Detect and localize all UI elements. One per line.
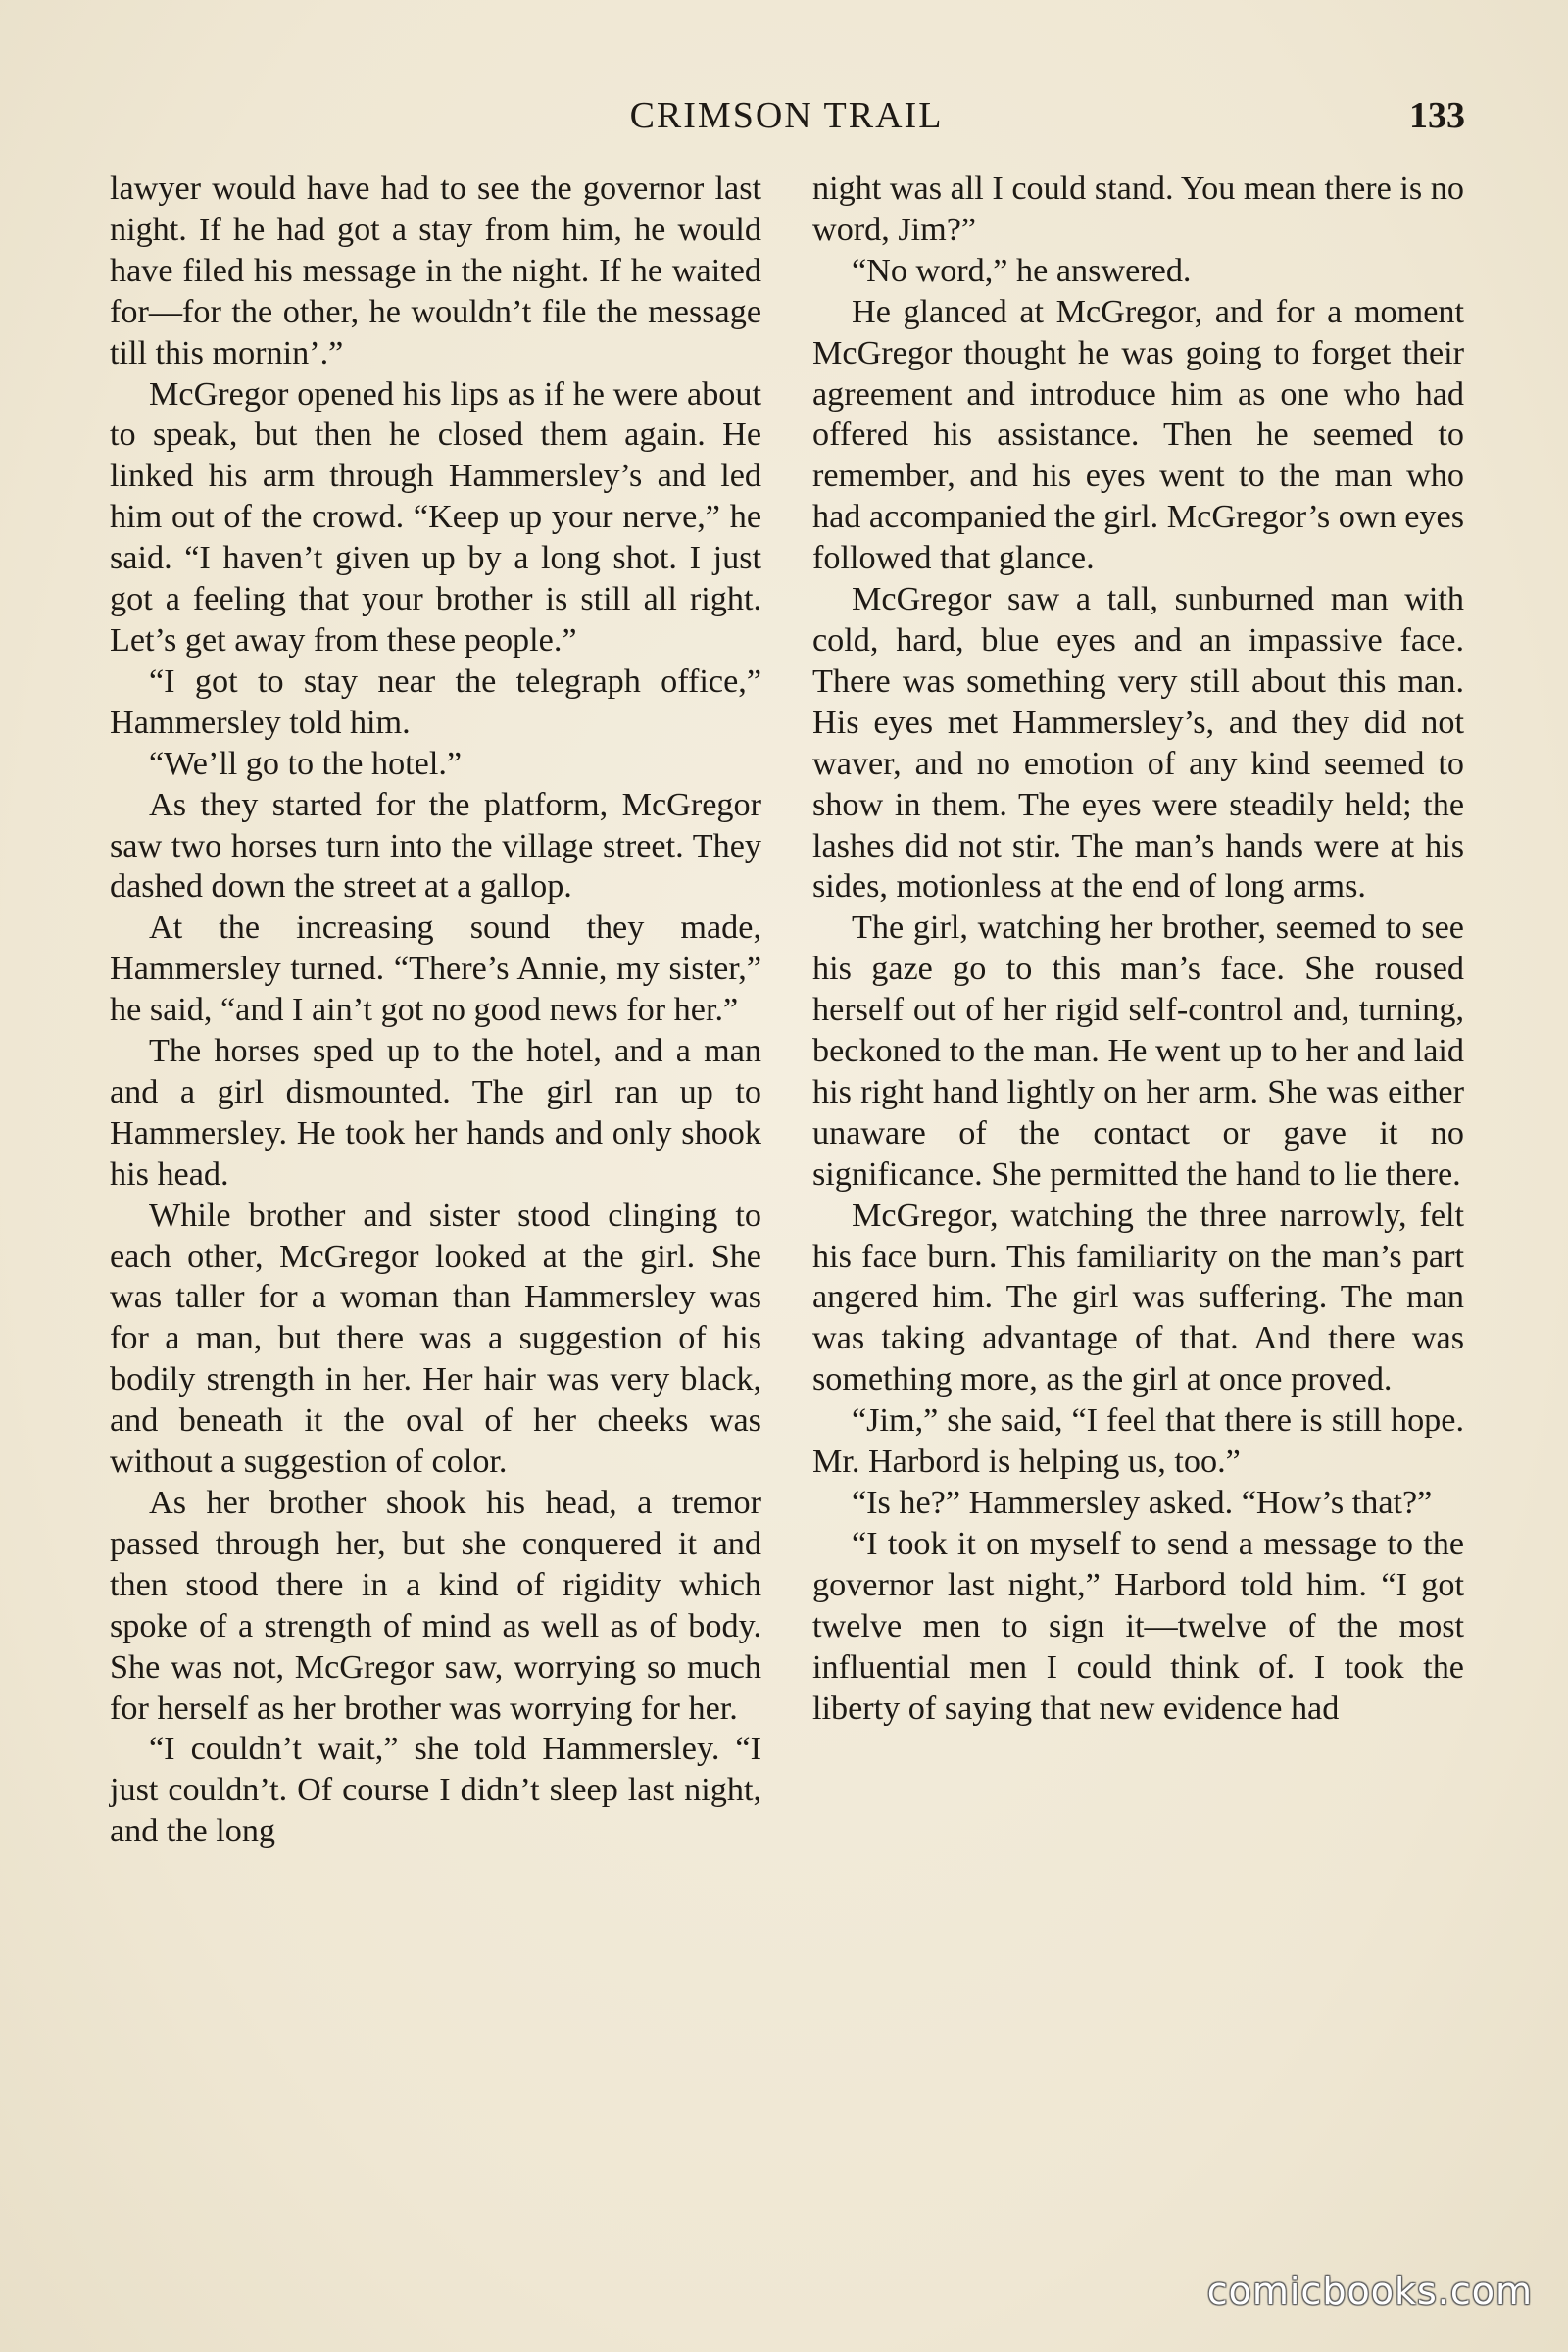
paragraph: “Jim,” she said, “I feel that there is still hope. Mr. Harbord is helping us, too.” [812, 1402, 1464, 1481]
paragraph: “Is he?” Hammersley asked. “How’s that?” [852, 1485, 1433, 1521]
running-title: CRIMSON TRAIL [629, 95, 944, 136]
paragraph: As her brother shook his head, a tremor passed through her, but she conquered it and then stood there in a kind of rigidity which spoke of a strength of mind as well as of body. She was not, McGregor saw, worrying so much for herself as her brother was worrying for her. [110, 1485, 761, 1727]
watermark: comicbooks.com [1206, 2270, 1533, 2313]
paragraph: lawyer would have had to see the governor last night. If he had got a stay from him, he would have filed his message in the night. If he waited for—for the other, he wouldn’t file the message till this mornin’.” [110, 171, 761, 371]
page-number: 133 [1409, 95, 1465, 136]
paragraph: The horses sped up to the hotel, and a man and a girl dismounted. The girl ran up to Hammersley. He took her hands and only shook his head. [110, 1033, 761, 1193]
paragraph: “I couldn’t wait,” she told Hammersley. “I just couldn’t. Of course I didn’t sleep last night, and the long [110, 1731, 761, 1850]
paragraph: As they started for the platform, McGregor saw two horses turn into the village street. They dashed down the street at a gallop. [110, 786, 761, 906]
paragraph: night was all I could stand. You mean there is no word, Jim?” [812, 171, 1464, 248]
paragraph: “We’ll go to the hotel.” [149, 745, 463, 782]
right-column [812, 169, 1464, 1729]
paragraph: McGregor saw a tall, sunburned man with cold, hard, blue eyes and an impassive face. There was something very still about this man. His eyes met Hammersley’s, and they did not waver, and no emotion of any kind seemed to show in them. The eyes were steadily held; the lashes did not stir. The man’s hands were at his sides, motionless at the end of long arms. [812, 581, 1464, 906]
paragraph: The girl, watching her brother, seemed to see his gaze go to this man’s face. She roused herself out of her rigid self-control and, turning, beckoned to the man. He went up to her and laid his right hand lightly on her arm. She was either unaware of the contact or gave it no significance. She permitted the hand to lie there. [812, 909, 1464, 1193]
paragraph: McGregor opened his lips as if he were about to speak, but then he closed them again. He linked his arm through Hammersley’s and led him out of the crowd. “Keep up your nerve,” he said. “I haven’t given up by a long shot. I just got a feeling that your brother is still all right. Let’s get away from these people.” [110, 375, 761, 659]
paragraph: McGregor, watching the three narrowly, felt his face burn. This familiarity on the man’s part angered him. The girl was suffering. The man was taking advantage of that. And there was something more, as the girl at once proved. [812, 1197, 1464, 1398]
paragraph: At the increasing sound they made, Hammersley turned. “There’s Annie, my sister,” he said, “and I ain’t got no good news for her.” [110, 909, 761, 1029]
paragraph: While brother and sister stood clinging to each other, McGregor looked at the girl. She was taller for a woman than Hammersley was for a man, but there was a suggestion of his bodily strength in her. Her hair was very black, and beneath it the oval of her cheeks was without a suggestion of color. [110, 1197, 761, 1481]
paragraph: He glanced at McGregor, and for a moment McGregor thought he was going to forget their agreement and introduce him as one who had offered his assistance. Then he seemed to remember, and his eyes went to the man who had accompanied the girl. McGregor’s own eyes followed that glance. [812, 293, 1464, 577]
paragraph: “I took it on myself to send a message to the governor last night,” Harbord told him. “I got twelve men to sign it—twelve of the most influential men I could think of. I took the liberty of saying that new evidence had [812, 1525, 1464, 1727]
paragraph: “No word,” he answered. [852, 252, 1192, 289]
left-column [110, 169, 761, 1852]
paragraph: “I got to stay near the telegraph office,” Hammersley told him. [110, 662, 761, 741]
page-header [108, 94, 1465, 149]
